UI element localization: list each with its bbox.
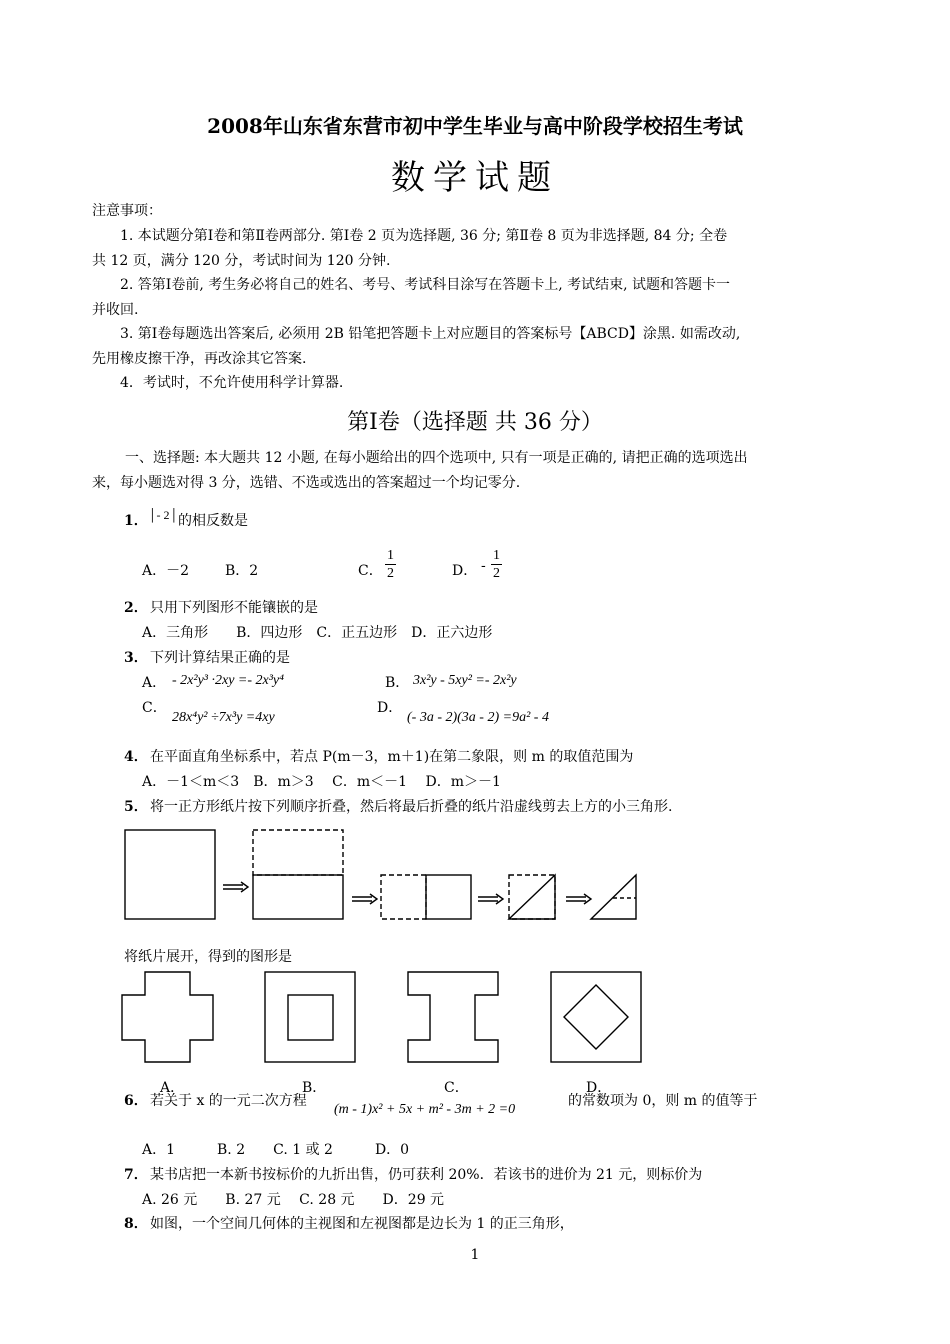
q3-c-label: C． — [142, 700, 167, 716]
exam-title: 2008年山东省东营市初中学生毕业与高中阶段学校招生考试 — [207, 114, 743, 138]
q5-label-b: B． — [302, 1080, 327, 1096]
q7-stem: 某书店把一本新书按标价的九折出售，仍可获利 20%．若该书的进价为 21 元，则标价为 — [150, 1167, 703, 1183]
notice-item1a: 1. 本试题分第Ⅰ卷和第Ⅱ卷两部分. 第Ⅰ卷 2 页为选择题, 36 分; 第Ⅱ卷 8 页为非选择题, 84 分; 全卷 — [120, 228, 728, 244]
q6-stem-b: 的常数项为 0，则 m 的值等于 — [568, 1093, 758, 1109]
step5-triangle — [591, 875, 636, 919]
q2-stem: 只用下列图形不能镶嵌的是 — [150, 600, 318, 616]
q1-option-c-label: C． — [358, 563, 383, 579]
step2-dashed-half — [253, 830, 343, 875]
shape-b-outer — [265, 972, 355, 1062]
q3-number: 3． — [124, 650, 148, 666]
shape-d-diamond — [564, 985, 628, 1049]
fraction-denominator: 2 — [493, 566, 500, 581]
shape-a-cross — [122, 972, 213, 1062]
q1-option-b: B．2 — [225, 563, 259, 579]
q1-stem: 的相反数是 — [178, 513, 248, 529]
q6-options: A．1 B. 2 C. 1 或 2 D．0 — [142, 1142, 410, 1158]
section-intro-a: 一、选择题: 本大题共 12 小题, 在每小题给出的四个选项中, 只有一项是正确的, 请把正确的选项选出 — [125, 450, 748, 466]
q3-a-expr: - 2x²y³ ·2xy =- 2x³y⁴ — [172, 673, 285, 688]
page-number: 1 — [470, 1247, 480, 1263]
q3-b-expr: 3x²y - 5xy² =- 2x²y — [413, 673, 517, 688]
q1-abs-expr: │- 2│ — [148, 508, 178, 522]
section-title: 第Ⅰ卷（选择题 共 36 分） — [347, 410, 603, 435]
q1-option-a: A．－2 — [142, 563, 190, 579]
q3-c-expr: 28x⁴y² ÷7x³y =4xy — [172, 710, 275, 725]
q3-d-expr: (- 3a - 2)(3a - 2) =9a² - 4 — [407, 710, 549, 725]
q8-stem: 如图，一个空间几何体的主视图和左视图都是边长为 1 的正三角形， — [150, 1216, 574, 1232]
subject-title: 数学试题 — [391, 158, 559, 198]
arrow-icon — [566, 894, 591, 904]
q3-stem: 下列计算结果正确的是 — [150, 650, 290, 666]
q5-stem: 将一正方形纸片按下列顺序折叠，然后将最后折叠的纸片沿虚线剪去上方的小三角形. — [150, 799, 673, 815]
section-intro-b: 来，每小题选对得 3 分，选错、不选或选出的答案超过一个均记零分. — [92, 475, 521, 491]
shape-c-i-beam — [408, 972, 498, 1062]
q7-options: A. 26 元 B. 27 元 C. 28 元 D．29 元 — [142, 1192, 445, 1208]
shape-b-inner — [288, 995, 333, 1040]
q4-options: A．－1＜m＜3 B．m＞3 C．m＜－1 D．m＞－1 — [142, 774, 501, 790]
q3-b-label: B． — [385, 675, 410, 691]
q2-options: A．三角形 B．四边形 C．正五边形 D．正六边形 — [142, 625, 493, 641]
step4-triangle — [509, 875, 555, 919]
arrow-icon — [223, 882, 248, 892]
q5-label-d: D． — [586, 1080, 612, 1096]
q4-number: 4． — [124, 749, 148, 765]
q8-number: 8． — [124, 1216, 148, 1232]
notice-item1b: 共 12 页，满分 120 分，考试时间为 120 分钟. — [92, 253, 391, 269]
q6-stem-a: 若关于 x 的一元二次方程 — [150, 1093, 307, 1109]
folding-steps — [125, 830, 636, 919]
notice-item3b: 先用橡皮擦干净，再改涂其它答案. — [92, 351, 307, 367]
fraction-denominator: 2 — [387, 566, 394, 581]
fraction-numerator: 1 — [387, 548, 394, 563]
arrow-icon — [478, 894, 503, 904]
notice-item2b: 并收回. — [92, 302, 139, 318]
notice-item2a: 2. 答第Ⅰ卷前, 考生务必将自己的姓名、考号、考试科目涂写在答题卡上, 考试结束, 试题和答题卡一 — [120, 277, 731, 293]
notice-item4: 4．考试时，不允许使用科学计算器. — [120, 375, 344, 391]
notice-item3a: 3. 第Ⅰ卷每题选出答案后, 必须用 2B 铅笔把答题卡上对应题目的答案标号【ABCD】涂黑. 如需改动, — [120, 326, 741, 342]
notice-heading: 注意事项： — [92, 203, 162, 219]
answer-shapes — [122, 972, 641, 1062]
q3-a-label: A． — [142, 675, 167, 691]
q2-number: 2． — [124, 600, 148, 616]
step2-rect — [253, 875, 343, 919]
q1-option-d-neg: - — [481, 558, 486, 574]
step3-dashed-half — [381, 875, 426, 919]
arrow-icon — [352, 894, 377, 904]
q4-stem: 在平面直角坐标系中，若点 P(m－3，m＋1)在第二象限，则 m 的取值范围为 — [150, 749, 634, 765]
step1-square — [125, 830, 215, 919]
fraction-numerator: 1 — [493, 548, 500, 563]
q3-d-label: D． — [377, 700, 403, 716]
q5-label-a: A． — [160, 1080, 185, 1096]
q5-after-text: 将纸片展开，得到的图形是 — [124, 949, 292, 965]
q1-number: 1． — [124, 513, 148, 529]
q6-number: 6． — [124, 1090, 148, 1110]
q7-number: 7． — [124, 1167, 148, 1183]
q6-equation: (m - 1)x² + 5x + m² - 3m + 2 =0 — [334, 1102, 516, 1117]
q5-number: 5． — [124, 799, 148, 815]
q1-option-d-label: D． — [452, 563, 478, 579]
q5-label-c: C． — [444, 1080, 469, 1096]
step3-square — [426, 875, 471, 919]
